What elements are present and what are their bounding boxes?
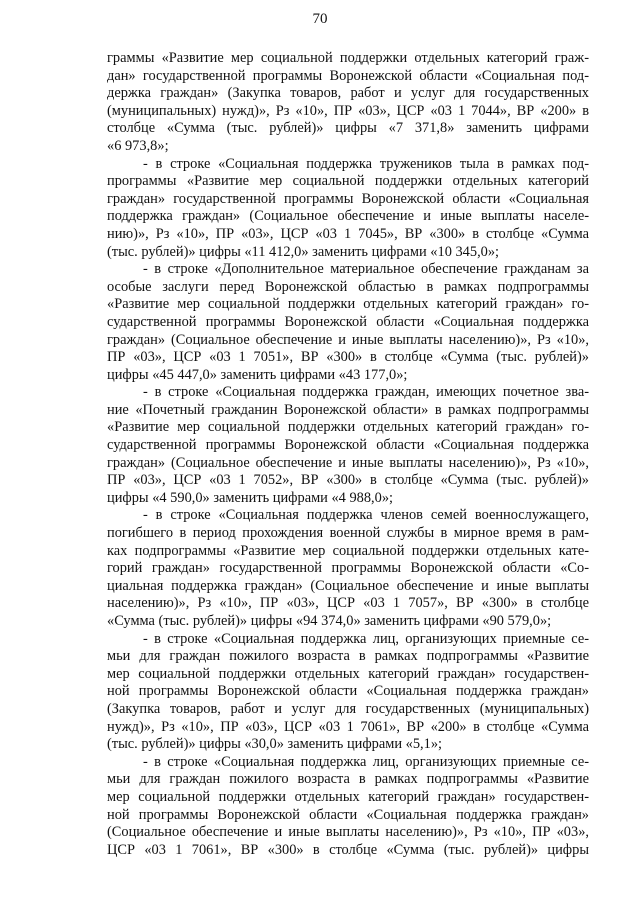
text-line: (муниципальных) нужд)», Рз «10», ПР «03», ЦСР «03 1 7044», ВР «200» в [107, 102, 589, 119]
text-line: мьи для граждан пожилого возраста в рамках подпрограммы «Развитие [107, 648, 589, 665]
text-line: нужд)», Рз «10», ПР «03», ЦСР «03 1 7061», ВР «200» в столбце «Сумма [107, 718, 589, 735]
text-line: ние «Почетный гражданин Воронежской области» в рамках подпрограммы [107, 401, 589, 418]
text-line: нию)», Рз «10», ПР «03», ЦСР «03 1 7045», ВР «300» в столбце «Сумма [107, 225, 589, 242]
text-line: ной программы Воронежской области «Социальная поддержка граждан» [107, 806, 589, 823]
text-line: ЦСР «03 1 7061», ВР «300» в столбце «Сумма (тыс. рублей)» цифры [107, 841, 589, 858]
text-line: программы «Развитие мер социальной поддержки отдельных категорий [107, 173, 589, 190]
text-line: ПР «03», ЦСР «03 1 7052», ВР «300» в столбце «Сумма (тыс. рублей)» [107, 472, 589, 489]
text-line: сударственной программы Воронежской области «Социальная поддержка [107, 313, 589, 330]
text-line: - в строке «Социальная поддержка граждан, имеющих почетное зва- [143, 384, 589, 401]
text-line: цифры «4 590,0» заменить цифрами «4 988,0»; [107, 489, 394, 506]
text-line: граммы «Развитие мер социальной поддержки отдельных категорий граж- [107, 50, 589, 66]
text-line: дан» государственной программы Воронежской области «Социальная под- [107, 67, 589, 84]
text-line: ках подпрограммы «Развитие мер социальной поддержки отдельных кате- [107, 542, 589, 559]
text-line: - в строке «Социальная поддержка членов семей военнослужащего, [143, 507, 589, 524]
document-body [107, 50, 589, 859]
text-line: (Закупка товаров, работ и услуг для государственных (муниципальных) [107, 700, 589, 717]
text-line: граждан» (Социальное обеспечение и иные выплаты населению)», Рз «10», [107, 454, 589, 471]
text-line: особые заслуги перед Воронежской областью в рамках подпрограммы [107, 278, 589, 295]
text-line: держка граждан» (Закупка товаров, работ и услуг для государственных [107, 85, 589, 102]
text-line: (Социальное обеспечение и иные выплаты населению)», Рз «10», ПР «03», [107, 824, 589, 841]
text-line: граждан» государственной программы Воронежской области «Социальная [107, 190, 589, 207]
page-number: 70 [312, 11, 328, 27]
text-line: (тыс. рублей)» цифры «11 412,0» заменить цифрами «10 345,0»; [107, 243, 500, 260]
text-line: - в строке «Социальная поддержка лиц, организующих приемные се- [143, 753, 589, 770]
text-line: ПР «03», ЦСР «03 1 7051», ВР «300» в столбце «Сумма (тыс. рублей)» [107, 349, 589, 366]
text-line: поддержка граждан» (Социальное обеспечение и иные выплаты населе- [107, 208, 589, 225]
text-line: «Развитие мер социальной поддержки отдельных категорий граждан» го- [107, 419, 589, 436]
text-line: «Развитие мер социальной поддержки отдельных категорий граждан» го- [107, 296, 589, 313]
text-line: столбце «Сумма (тыс. рублей)» цифры «7 371,8» заменить цифрами [107, 120, 589, 137]
text-line: - в строке «Социальная поддержка тружеников тыла в рамках под- [143, 155, 589, 172]
text-line: горий граждан» государственной программы Воронежской области «Со- [107, 560, 589, 577]
text-line: мер социальной поддержки отдельных категорий граждан» государствен- [107, 665, 589, 682]
text-line: (тыс. рублей)» цифры «30,0» заменить цифрами «5,1»; [107, 736, 443, 753]
text-line: населению)», Рз «10», ПР «03», ЦСР «03 1 7057», ВР «300» в столбце [107, 595, 589, 612]
text-line: граждан» (Социальное обеспечение и иные выплаты населению)», Рз «10», [107, 331, 589, 348]
text-line: мер социальной поддержки отдельных категорий граждан» государствен- [107, 788, 589, 805]
text-line: цифры «45 447,0» заменить цифрами «43 177,0»; [107, 366, 408, 383]
text-line: «Сумма (тыс. рублей)» цифры «94 374,0» заменить цифрами «90 579,0»; [107, 613, 552, 629]
text-line: «6 973,8»; [107, 137, 169, 154]
text-line: - в строке «Социальная поддержка лиц, организующих приемные се- [143, 630, 589, 647]
text-line: - в строке «Дополнительное материальное обеспечение гражданам за [143, 261, 589, 278]
text-line: ной программы Воронежской области «Социальная поддержка граждан» [107, 683, 589, 700]
text-line: циальная поддержка граждан» (Социальное обеспечение и иные выплаты [107, 577, 589, 594]
text-line: сударственной программы Воронежской области «Социальная поддержка [107, 437, 589, 454]
text-line: погибшего в период прохождения военной службы в мирное время в рам- [107, 525, 589, 542]
text-line: мьи для граждан пожилого возраста в рамках подпрограммы «Развитие [107, 771, 589, 788]
